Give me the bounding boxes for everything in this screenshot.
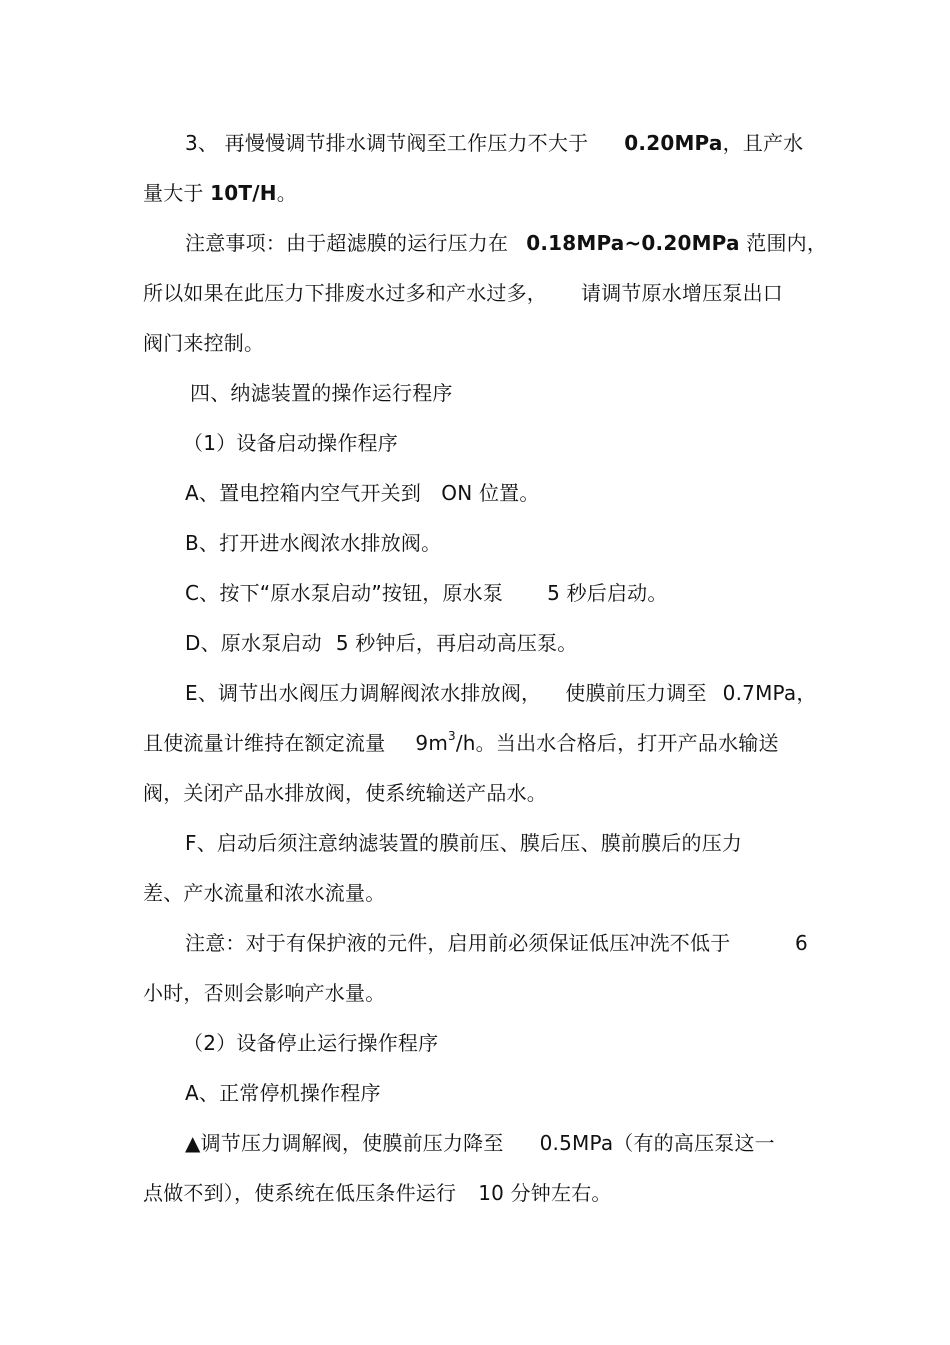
step-c-a: C、按下“原水泵启动”按钮，原水泵 [185, 581, 504, 605]
step3-flow: 10T/H [210, 181, 277, 205]
step3-line2-prefix: 量大于 [143, 181, 204, 205]
step-c-b: 5 秒后启动。 [547, 581, 668, 605]
step3-pressure: 0.20MPa [624, 131, 723, 155]
note1-range: 0.18MPa~0.20MPa [526, 231, 740, 255]
note1-suffix: 范围内， [746, 231, 828, 255]
section4-heading: 四、纳滤装置的操作运行程序 [190, 381, 453, 405]
note1-line2-b: 请调节原水增压泵出口 [581, 281, 783, 305]
triangle-step-line1 [185, 1130, 775, 1156]
step-d [185, 630, 578, 656]
note2-line1 [185, 930, 730, 956]
step-c [185, 580, 668, 606]
step3-line2 [143, 180, 297, 206]
sub1-heading: （1）设备启动操作程序 [183, 431, 398, 455]
step-e-line1-b: 使膜前压力调至 [565, 681, 707, 705]
sub2-heading: （2）设备停止运行操作程序 [183, 1031, 439, 1055]
note1-line2-a: 所以如果在此压力下排废水过多和产水过多， [143, 281, 547, 305]
step-a: A、置电控箱内空气开关到 ON 位置。 [185, 481, 540, 505]
triangle-step-line2 [143, 1180, 612, 1206]
step3-line2-suffix: 。 [276, 181, 297, 205]
step-e-line2-a: 且使流量计维持在额定流量 [143, 731, 386, 755]
step-e-line3: 阀，关闭产品水排放阀，使系统输送产品水。 [143, 781, 547, 805]
triangle-step-line2-b: 10 分钟左右。 [478, 1181, 612, 1205]
step3-line1 [185, 130, 803, 156]
step-e-line2-sup: 3 [448, 729, 456, 744]
normal-stop-heading: A、正常停机操作程序 [185, 1081, 381, 1105]
note1-prefix: 注意事项：由于超滤膜的运行压力在 [185, 231, 509, 255]
step-e-line1-c: 0.7MPa， [722, 681, 817, 705]
step-e-line2 [143, 730, 779, 756]
step3-mid: ，且产水 [722, 131, 804, 155]
step3-prefix: 3、 再慢慢调节排水调节阀至工作压力不大于 [185, 131, 589, 155]
note1-line3: 阀门来控制。 [143, 331, 265, 355]
triangle-step-line2-a: 点做不到），使系统在低压条件运行 [143, 1181, 457, 1205]
step-f-line2: 差、产水流量和浓水流量。 [143, 881, 386, 905]
step-e-line2-num: 9m [415, 731, 449, 755]
note2-line2: 小时，否则会影响产水量。 [143, 981, 386, 1005]
note2-line1-b: 6 [795, 931, 808, 955]
step-f-line1: F、启动后须注意纳滤装置的膜前压、膜后压、膜前膜后的压力 [185, 831, 743, 855]
step-d-b: 5 秒钟后，再启动高压泵。 [335, 631, 578, 655]
triangle-step-line1-b: 0.5MPa（有的高压泵这一 [539, 1131, 775, 1155]
note1-line2 [143, 280, 783, 306]
note1-line1 [185, 230, 827, 256]
note2-line1-a: 注意：对于有保护液的元件，启用前必须保证低压冲洗不低于 [185, 931, 731, 955]
step-e-line2-unit: /h。当出水合格后，打开产品水输送 [455, 731, 779, 755]
step-e-line1 [185, 680, 817, 706]
step-d-a: D、原水泵启动 [185, 631, 322, 655]
step-b: B、打开进水阀浓水排放阀。 [185, 531, 442, 555]
triangle-step-line1-a: ▲调节压力调解阀，使膜前压力降至 [185, 1131, 504, 1155]
step-e-line1-a: E、调节出水阀压力调解阀浓水排放阀， [185, 681, 542, 705]
